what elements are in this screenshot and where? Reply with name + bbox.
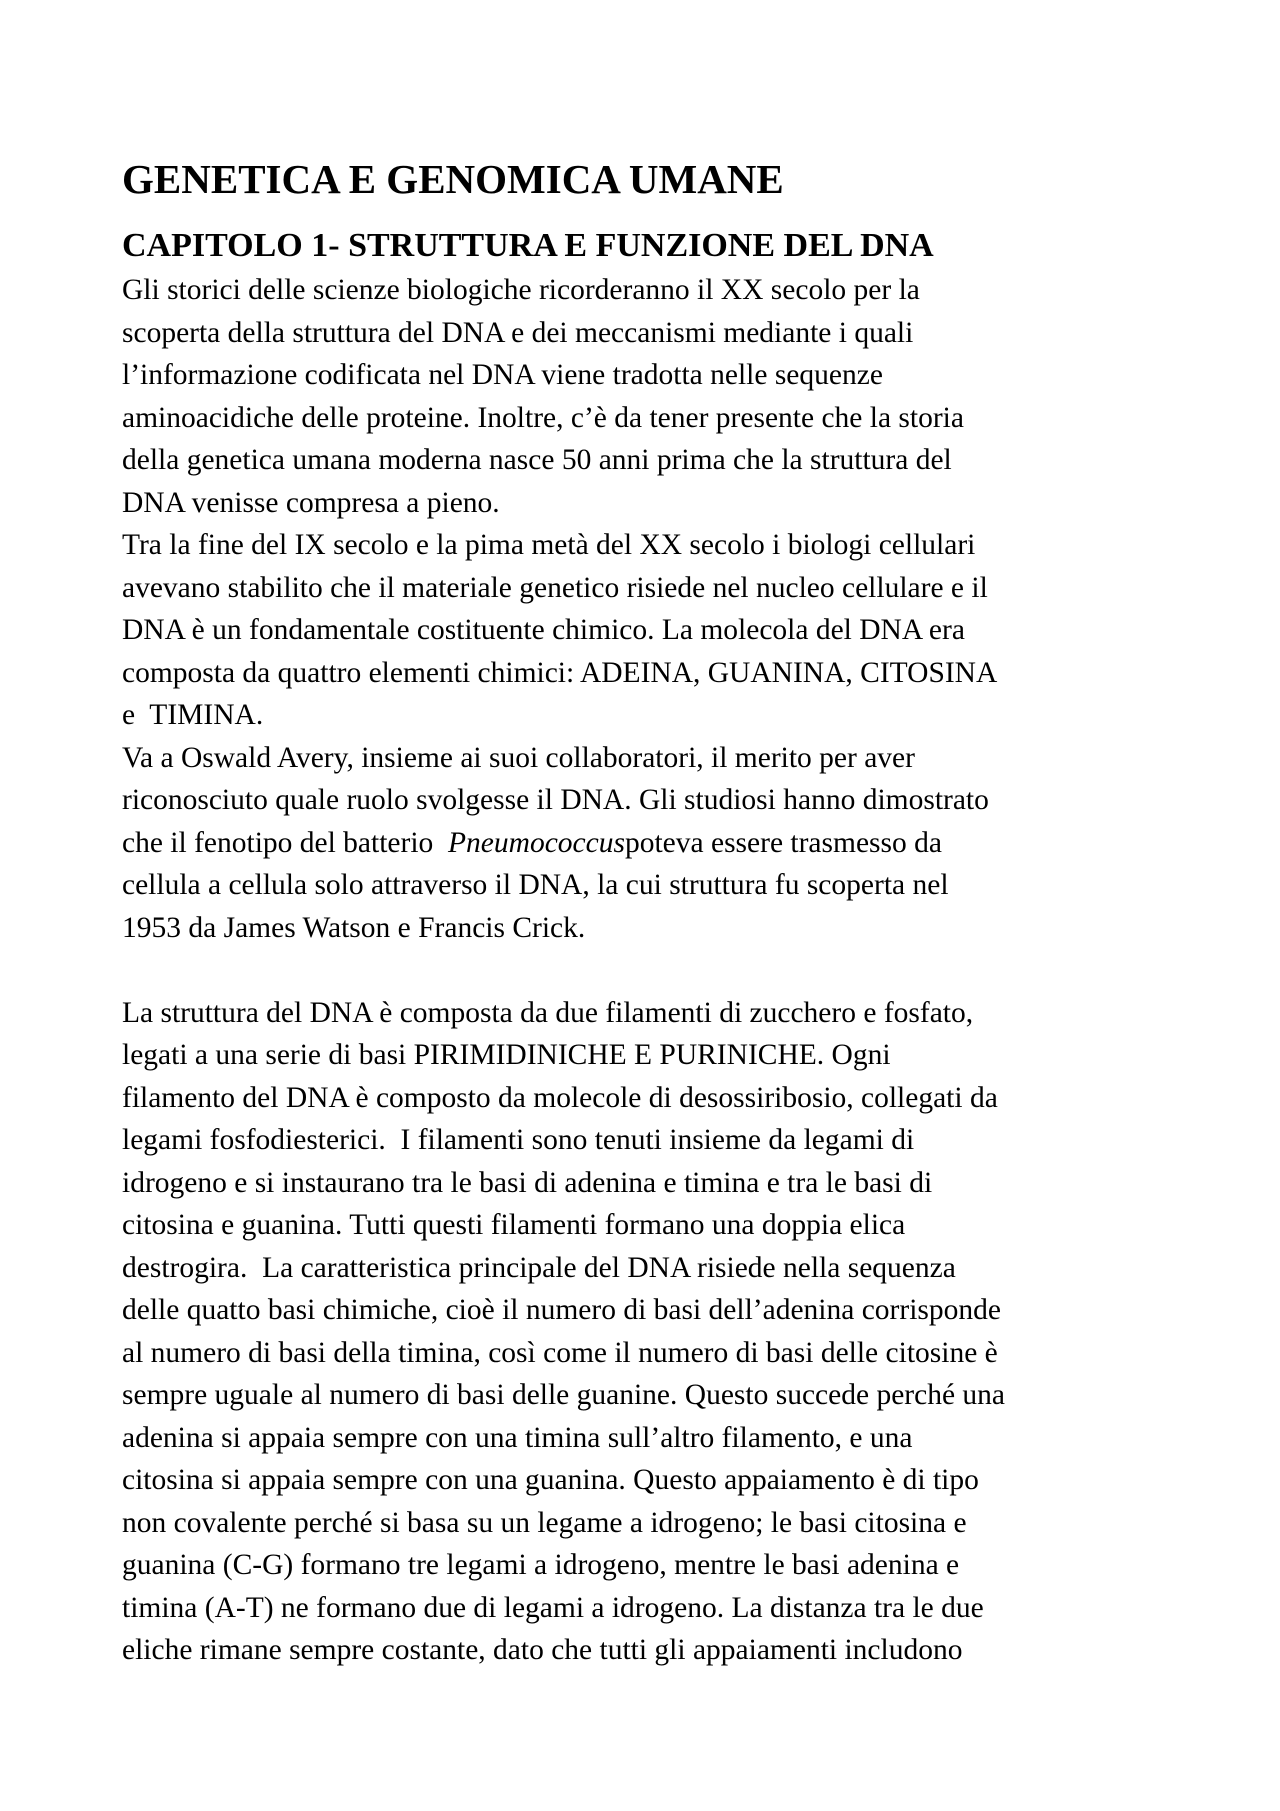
text-line: legati a una serie di basi PIRIMIDINICHE E PURINICHE. Ogni <box>122 1039 891 1071</box>
text-line: della genetica umana moderna nasce 50 anni prima che la struttura del <box>122 444 952 476</box>
paragraph-1 <box>122 269 1182 524</box>
paragraph-4 <box>122 992 1182 1672</box>
text-line: non covalente perché si basa su un legame a idrogeno; le basi citosina e <box>122 1506 967 1539</box>
text-fragment: che il fenotipo del batterio <box>122 826 449 859</box>
text-line: al numero di basi della timina, così come il numero di basi delle citosine è <box>122 1336 998 1369</box>
text-line: Tra la fine del IX secolo e la pima metà del XX secolo i biologi cellulari <box>122 529 976 561</box>
text-line: destrogira. La caratteristica principale del DNA risiede nella sequenza <box>122 1251 956 1284</box>
text-fragment: poteva essere trasmesso da <box>624 826 942 859</box>
text-line: La struttura del DNA è composta da due filamenti di zucchero e fosfato, <box>122 996 974 1029</box>
text-line: DNA è un fondamentale costituente chimico. La molecola del DNA era <box>122 614 965 646</box>
text-line: filamento del DNA è composto da molecole di desossiribosio, collegati da <box>122 1081 998 1114</box>
text-line: composta da quattro elementi chimici: ADEINA, GUANINA, CITOSINA <box>122 656 998 689</box>
chapter-heading: CAPITOLO 1- STRUTTURA E FUNZIONE DEL DNA <box>122 227 934 264</box>
text-line: Gli storici delle scienze biologiche ricorderanno il XX secolo per la <box>122 274 920 306</box>
document-title: GENETICA E GENOMICA UMANE <box>122 156 784 202</box>
text-line: adenina si appaia sempre con una timina sull’altro filamento, e una <box>122 1421 913 1454</box>
text-line: timina (A-T) ne formano due di legami a idrogeno. La distanza tra le due <box>122 1591 984 1624</box>
text-line: cellula a cellula solo attraverso il DNA, la cui struttura fu scoperta nel <box>122 869 949 901</box>
text-line: delle quatto basi chimiche, cioè il numero di basi dell’adenina corrisponde <box>122 1294 1001 1326</box>
text-line: 1953 da James Watson e Francis Crick. <box>122 911 586 944</box>
document-body <box>122 153 1182 1672</box>
paragraph-spacer <box>122 949 1182 992</box>
text-line: l’informazione codificata nel DNA viene tradotta nelle sequenze <box>122 359 883 391</box>
text-line: aminoacidiche delle proteine. Inoltre, c’è da tener presente che la storia <box>122 401 964 434</box>
paragraph-2 <box>122 524 1182 737</box>
text-line: Va a Oswald Avery, insieme ai suoi collaboratori, il merito per aver <box>122 741 915 774</box>
text-line: guanina (C-G) formano tre legami a idrogeno, mentre le basi adenina e <box>122 1549 960 1581</box>
text-line: DNA venisse compresa a pieno. <box>122 486 500 519</box>
text-line: legami fosfodiesterici. I filamenti sono tenuti insieme da legami di <box>122 1124 915 1156</box>
species-name: Pneumococcus <box>448 826 625 859</box>
paragraph-3 <box>122 737 1182 950</box>
text-line: riconosciuto quale ruolo svolgesse il DNA. Gli studiosi hanno dimostrato <box>122 784 989 816</box>
text-line: citosina si appaia sempre con una guanina. Questo appaiamento è di tipo <box>122 1464 979 1496</box>
text-line: sempre uguale al numero di basi delle guanine. Questo succede perché una <box>122 1379 1006 1411</box>
text-line: idrogeno e si instaurano tra le basi di adenina e timina e tra le basi di <box>122 1166 933 1199</box>
text-line: scoperta della struttura del DNA e dei meccanismi mediante i quali <box>122 316 914 349</box>
text-line: citosina e guanina. Tutti questi filamenti formano una doppia elica <box>122 1209 906 1241</box>
text-line-with-species <box>122 822 1182 865</box>
text-line: e TIMINA. <box>122 699 264 731</box>
text-line: avevano stabilito che il materiale genetico risiede nel nucleo cellulare e il <box>122 571 988 604</box>
text-line: eliche rimane sempre costante, dato che tutti gli appaiamenti includono <box>122 1634 963 1666</box>
